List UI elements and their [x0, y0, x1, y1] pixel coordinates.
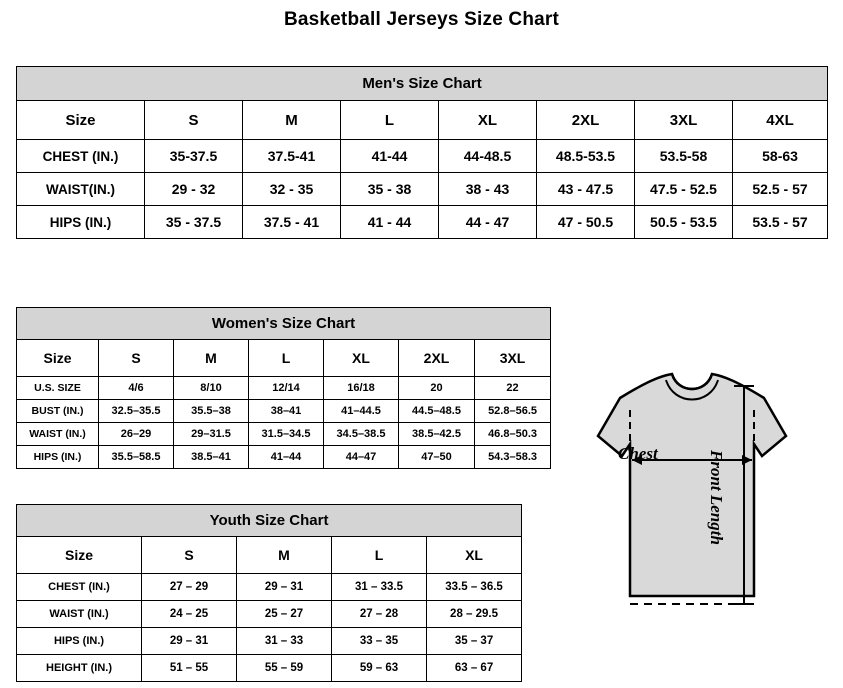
row-label: U.S. SIZE [17, 377, 99, 400]
front-length-measure-label: Front Length [707, 450, 726, 545]
cell: 44–47 [324, 446, 399, 469]
cell: 41–44 [249, 446, 324, 469]
cell: 41-44 [341, 140, 439, 173]
cell: 48.5-53.5 [537, 140, 635, 173]
mens-col-m: M [243, 101, 341, 140]
cell: 53.5-58 [635, 140, 733, 173]
row-label: CHEST (IN.) [17, 140, 145, 173]
cell: 37.5 - 41 [243, 206, 341, 239]
jersey-measurement-diagram [548, 364, 836, 664]
mens-size-chart-table [16, 66, 828, 239]
cell: 32.5–35.5 [99, 400, 174, 423]
cell: 44.5–48.5 [399, 400, 475, 423]
cell: 33 – 35 [332, 628, 427, 655]
cell: 35.5–38 [174, 400, 249, 423]
mens-chart-caption: Men's Size Chart [17, 67, 828, 101]
womens-col-l: L [249, 340, 324, 377]
cell: 29 - 32 [145, 173, 243, 206]
mens-col-3xl: 3XL [635, 101, 733, 140]
cell: 34.5–38.5 [324, 423, 399, 446]
row-label: WAIST(IN.) [17, 173, 145, 206]
cell: 35 - 38 [341, 173, 439, 206]
cell: 58-63 [733, 140, 828, 173]
row-label: HIPS (IN.) [17, 206, 145, 239]
row-label: HEIGHT (IN.) [17, 655, 142, 682]
womens-col-3xl: 3XL [475, 340, 551, 377]
cell: 26–29 [99, 423, 174, 446]
mens-col-size: Size [17, 101, 145, 140]
shirt-outline [598, 374, 786, 596]
table-row [17, 446, 551, 469]
chest-measure-label: Chest [618, 444, 658, 463]
cell: 46.8–50.3 [475, 423, 551, 446]
cell: 38–41 [249, 400, 324, 423]
cell: 51 – 55 [142, 655, 237, 682]
youth-chart-caption: Youth Size Chart [17, 505, 522, 537]
mens-col-4xl: 4XL [733, 101, 828, 140]
cell: 22 [475, 377, 551, 400]
cell: 37.5-41 [243, 140, 341, 173]
row-label: HIPS (IN.) [17, 446, 99, 469]
mens-chart-header-row [17, 101, 828, 140]
table-row [17, 400, 551, 423]
womens-chart-header-row [17, 340, 551, 377]
womens-col-s: S [99, 340, 174, 377]
cell: 35 – 37 [427, 628, 522, 655]
page-title: Basketball Jerseys Size Chart [283, 9, 560, 30]
youth-col-l: L [332, 537, 427, 574]
cell: 44-48.5 [439, 140, 537, 173]
cell: 35-37.5 [145, 140, 243, 173]
cell: 52.8–56.5 [475, 400, 551, 423]
womens-col-2xl: 2XL [399, 340, 475, 377]
youth-size-chart-table [16, 504, 522, 682]
row-label: HIPS (IN.) [17, 628, 142, 655]
cell: 38 - 43 [439, 173, 537, 206]
cell: 63 – 67 [427, 655, 522, 682]
youth-col-s: S [142, 537, 237, 574]
jersey-shirt-icon [548, 364, 836, 664]
cell: 24 – 25 [142, 601, 237, 628]
cell: 54.3–58.3 [475, 446, 551, 469]
womens-chart-caption-row [17, 308, 551, 340]
mens-col-xl: XL [439, 101, 537, 140]
row-label: WAIST (IN.) [17, 601, 142, 628]
cell: 53.5 - 57 [733, 206, 828, 239]
cell: 16/18 [324, 377, 399, 400]
cell: 50.5 - 53.5 [635, 206, 733, 239]
cell: 20 [399, 377, 475, 400]
cell: 33.5 – 36.5 [427, 574, 522, 601]
womens-size-chart-table [16, 307, 551, 469]
cell: 55 – 59 [237, 655, 332, 682]
table-row [17, 628, 522, 655]
youth-col-size: Size [17, 537, 142, 574]
mens-col-l: L [341, 101, 439, 140]
cell: 38.5–42.5 [399, 423, 475, 446]
youth-chart-header-row [17, 537, 522, 574]
cell: 35.5–58.5 [99, 446, 174, 469]
cell: 31 – 33.5 [332, 574, 427, 601]
cell: 31.5–34.5 [249, 423, 324, 446]
cell: 27 – 28 [332, 601, 427, 628]
cell: 47 - 50.5 [537, 206, 635, 239]
table-row [17, 206, 828, 239]
womens-col-m: M [174, 340, 249, 377]
cell: 8/10 [174, 377, 249, 400]
mens-col-2xl: 2XL [537, 101, 635, 140]
table-row [17, 423, 551, 446]
cell: 44 - 47 [439, 206, 537, 239]
table-row [17, 140, 828, 173]
youth-col-xl: XL [427, 537, 522, 574]
cell: 43 - 47.5 [537, 173, 635, 206]
cell: 59 – 63 [332, 655, 427, 682]
cell: 38.5–41 [174, 446, 249, 469]
cell: 47.5 - 52.5 [635, 173, 733, 206]
cell: 12/14 [249, 377, 324, 400]
cell: 47–50 [399, 446, 475, 469]
cell: 25 – 27 [237, 601, 332, 628]
row-label: CHEST (IN.) [17, 574, 142, 601]
youth-col-m: M [237, 537, 332, 574]
row-label: BUST (IN.) [17, 400, 99, 423]
womens-chart-caption: Women's Size Chart [17, 308, 551, 340]
cell: 4/6 [99, 377, 174, 400]
table-row [17, 173, 828, 206]
row-label: WAIST (IN.) [17, 423, 99, 446]
table-row [17, 601, 522, 628]
cell: 32 - 35 [243, 173, 341, 206]
cell: 29 – 31 [237, 574, 332, 601]
mens-chart-caption-row [17, 67, 828, 101]
youth-chart-caption-row [17, 505, 522, 537]
cell: 31 – 33 [237, 628, 332, 655]
cell: 35 - 37.5 [145, 206, 243, 239]
table-row [17, 655, 522, 682]
cell: 29 – 31 [142, 628, 237, 655]
cell: 41 - 44 [341, 206, 439, 239]
cell: 27 – 29 [142, 574, 237, 601]
cell: 41–44.5 [324, 400, 399, 423]
table-row [17, 377, 551, 400]
table-row [17, 574, 522, 601]
mens-col-s: S [145, 101, 243, 140]
womens-col-size: Size [17, 340, 99, 377]
cell: 28 – 29.5 [427, 601, 522, 628]
cell: 52.5 - 57 [733, 173, 828, 206]
cell: 29–31.5 [174, 423, 249, 446]
womens-col-xl: XL [324, 340, 399, 377]
